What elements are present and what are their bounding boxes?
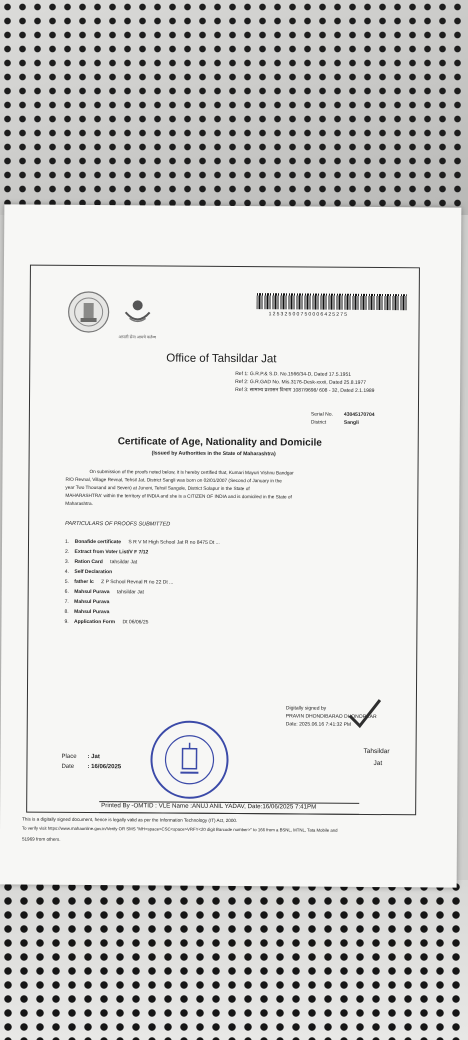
body-line-1: On submission of the proofs noted below, it is hereby certified that, Kumari Mayuri Vishnu Bandgar [89,469,294,476]
body-line-3: year Two Thousand and Seven) at Junoni, Tehsil Sangole, District Solapur in the State of [65,484,250,492]
footer-line-3: 51969 from others. [21,836,61,842]
signature-check-icon [346,696,384,730]
proof-item-8: 8. Mahsul Purava [64,608,110,616]
proof-item-7: 7. Mahsul Purava [64,598,110,606]
ref-line-3: Ref 3: सामान्य प्रशासन विभाग 1087/9698/ 608 - 32, Dated 2.1.1989 [235,387,375,395]
body-line-4: MAHARASHTRA' within the territory of INDIA and she is a CITIZEN OF INDIA and is domiciled in the State of [65,492,292,500]
perforated-background-top [0,0,468,215]
ref-line-2: Ref 2: G.R.GAD No. Mis.3176-Desk-xxxii, Dated 25.8.1977 [235,379,367,386]
body-line-5: Maharashtra. [65,500,93,507]
place-label: Place [61,753,77,760]
proof-item-9: 9. Application Form Dt 06/06/25 [64,618,149,626]
certificate-title: Certificate of Age, Nationality and Domicile [117,436,322,449]
proof-item-4: 4. Self Declaration [64,568,113,576]
certificate-border [26,265,420,816]
certificate-paper [0,204,461,887]
proof-item-6: 6. Mahsul Purava tahsildar Jat [64,588,144,596]
proof-item-3: 3. Ration Card tahsildar Jat [64,558,138,566]
tahsildar-place: Jat [373,760,383,768]
district-label: District [310,419,327,426]
date-label: Date [61,763,75,770]
date-value: : 16/06/2025 [87,764,122,771]
proof-item-5: 5. father lc Z P School Revnal R no 22 Dt ... [64,578,174,586]
signature-line-3: Date: 2025.06.16 7:41:32 PM [285,721,352,728]
place-value: : Jat [87,754,100,761]
aapli-seva-logo-icon [120,296,154,336]
printed-by: Printed By -OMTID : VLE Name :ANUJ ANIL YADAV, Date:16/06/2025 7:41PM [101,802,317,811]
ref-line-1: Ref 1: G.R.P.& S.D. No.1566/34-D, Dated 17.5.1951 [235,371,352,378]
footer-line-2: To verify visit https://www.mahaonline.gov.in/Verify OR SMS "MH<space>CSC<space>VRFY<20 digit Barcode number>" to 166 from a BSNL, MTNL, Tata Mobile and [22,825,338,833]
proof-item-2: 2. Extract from Voter List/V F 7/12 [64,548,149,556]
signature-line-2: PRAVIN DHONDIBARAO DHONORKAR [285,713,377,721]
office-title: Office of Tahsildar Jat [166,352,277,366]
barcode [257,293,407,310]
tahsildar-seal-icon [148,718,231,801]
particulars-heading: PARTICULARS OF PROOFS SUBMITTED [65,520,171,528]
state-emblem-icon [66,290,110,334]
district-value: Sangli [343,419,359,426]
perforated-background-bottom [0,880,468,1040]
emblem-caption: आपली सेवा आमचे कर्तव्य [118,334,156,340]
body-line-2: R/O Revnal, Village Revnal, Tehsil Jat, District Sangli was born on 02/01/2007 (Second of January in the [65,476,282,484]
serial-label: Serial No. [310,411,333,418]
proof-item-1: 1. Bonafide certificate S R V M High School Jat R no 8475 Dt ... [65,538,220,546]
barcode-number: 12532500750006425275 [268,311,349,318]
tahsildar-title: Tahsildar [363,747,390,756]
signature-line-1: Digitally signed by [285,705,327,712]
certificate-subtitle: (Issued by Authorities in the State of Maharashtra) [151,450,276,458]
serial-value: 43045170704 [343,411,375,419]
footer-line-1: This is a digitally signed document, hence is legally valid as per the Information Technology (IT) Act, 2000. [22,816,238,824]
